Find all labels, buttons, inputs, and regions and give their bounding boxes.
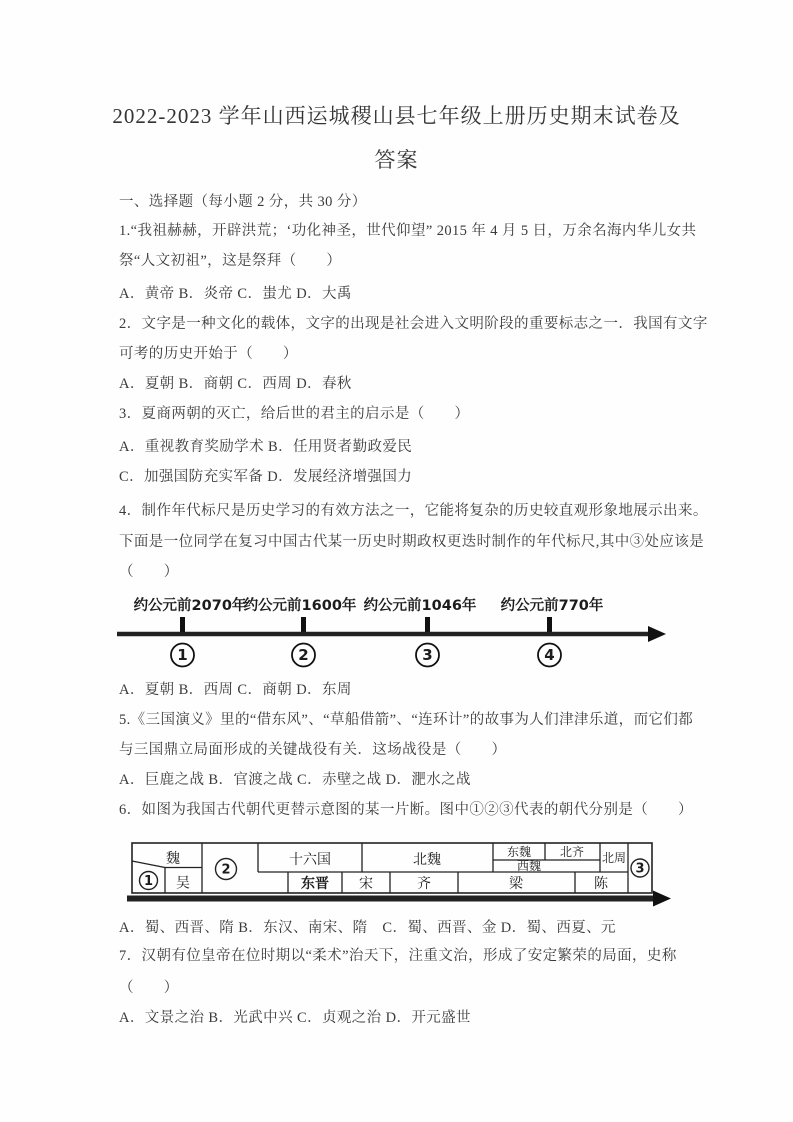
timeline-label-1046: 约公元前1046年 [363,598,477,614]
question-5-text-line2: 与三国鼎立局面形成的关键战役有关．这场战役是（ ） [119,742,507,758]
question-4-text-line1: 4．制作年代标尺是历史学习的有效方法之一，它能将复杂的历史较直观形象地展示出来。 [119,503,708,519]
question-1-text-line1: 1.“我祖赫赫，开辟洪荒；‘功化神圣，世代仰望” 2015 年 4 月 5 日，万余名海内华儿女共 [119,223,697,239]
timeline-arrowhead-icon [648,626,666,642]
dynasty-arrowhead-icon [653,891,671,907]
dynasty-cell-liang: 梁 [509,877,523,892]
dynasty-chart-figure [125,835,673,911]
dynasty-cell-beizhou: 北周 [601,851,627,865]
svg-text:4: 4 [544,646,555,664]
question-7-text-line1: 7．汉朝有位皇帝在位时期以“柔术”治天下，注重文治，形成了安定繁荣的局面，史称 [119,948,677,964]
section-header: 一、选择题（每小题 2 分，共 30 分） [119,194,367,210]
question-3-text: 3．夏商两朝的灭亡，给后世的君主的启示是（ ） [119,406,470,422]
question-4-text-line3: （ ） [119,564,179,580]
timeline-marker-3 [416,644,439,667]
dynasty-cell-xiwei: 西魏 [516,859,542,873]
timeline-marker-4 [538,644,561,667]
question-3-options-ab: A．重视教育奖励学术 B．任用贤者勤政爱民 [119,439,413,455]
dynasty-marker-3 [631,859,649,877]
question-3-options-cd: C．加强国防充实军备 D．发展经济增强国力 [119,469,413,485]
question-5-text-line1: 5.《三国演义》里的“借东风”、“草船借箭”、“连环计”的故事为人们津津乐道，而它们都 [119,712,694,728]
dynasty-cell-qi: 齐 [417,877,431,892]
question-4-options: A．夏朝 B．西周 C．商朝 D．东周 [119,682,352,698]
question-4-text-line2: 下面是一位同学在复习中国古代某一历史时期政权更迭时制作的年代标尺,其中③处应该是 [119,534,705,550]
dynasty-marker-1 [140,872,158,890]
timeline-marker-1 [171,644,194,667]
timeline-tick-3 [425,617,430,633]
timeline-label-1600: 约公元前1600年 [243,598,357,614]
question-2-options: A．夏朝 B．商朝 C．西周 D．春秋 [119,376,352,392]
timeline-label-2070: 约公元前2070年 [133,598,247,614]
timeline-label-770: 约公元前770年 [500,598,604,614]
dynasty-cell-beiwei: 北魏 [413,853,441,868]
dynasty-cell-sixteen-kingdoms: 十六国 [289,853,331,868]
svg-text:1: 1 [143,874,154,889]
dynasty-cell-dongjin: 东晋 [301,876,329,892]
dynasty-cell-chen: 陈 [594,877,608,892]
dynasty-cell-wu: 吴 [176,876,190,892]
question-2-text-line2: 可考的历史开始于（ ） [119,346,298,362]
dynasty-cell-wei: 魏 [166,852,180,867]
dynasty-cell-song: 宋 [359,877,373,892]
timeline-tick-1 [180,617,185,633]
dynasty-grid-lines [132,843,628,893]
timeline-marker-2 [292,644,315,667]
question-6-text: 6．如图为我国古代朝代更替示意图的某一片断。图中①②③代表的朝代分别是（ ） [119,802,693,818]
question-2-text-line1: 2．文字是一种文化的载体，文字的出现是社会进入文明阶段的重要标志之一．我国有文字 [119,316,708,332]
paper-title-line1: 2022-2023 学年山西运城稷山县七年级上册历史期末试卷及 [112,104,681,128]
dynasty-marker-2 [216,859,237,880]
svg-text:1: 1 [177,646,188,664]
timeline-tick-4 [547,617,552,633]
dynasty-cell-beiqi: 北齐 [559,845,585,859]
timeline-figure [103,586,681,678]
question-1-options: A．黄帝 B．炎帝 C．蚩尤 D．大禹 [119,286,352,302]
question-6-options: A．蜀、西晋、隋 B．东汉、南宋、隋 C．蜀、西晋、金 D．蜀、西夏、元 [119,920,616,936]
paper-title-line2: 答案 [374,148,419,172]
question-7-text-line2: （ ） [119,980,179,996]
svg-text:2: 2 [298,646,309,664]
svg-text:3: 3 [422,646,433,664]
svg-text:2: 2 [221,862,231,878]
dynasty-cell-dongwei: 东魏 [506,845,532,859]
timeline-tick-2 [301,617,306,633]
question-5-options: A．巨鹿之战 B．官渡之战 C．赤壁之战 D．淝水之战 [119,772,471,788]
svg-text:3: 3 [635,861,645,877]
question-1-text-line2: 祭“人文初祖”，这是祭拜（ ） [119,253,342,269]
question-7-options: A．文景之治 B．光武中兴 C．贞观之治 D．开元盛世 [119,1010,471,1026]
